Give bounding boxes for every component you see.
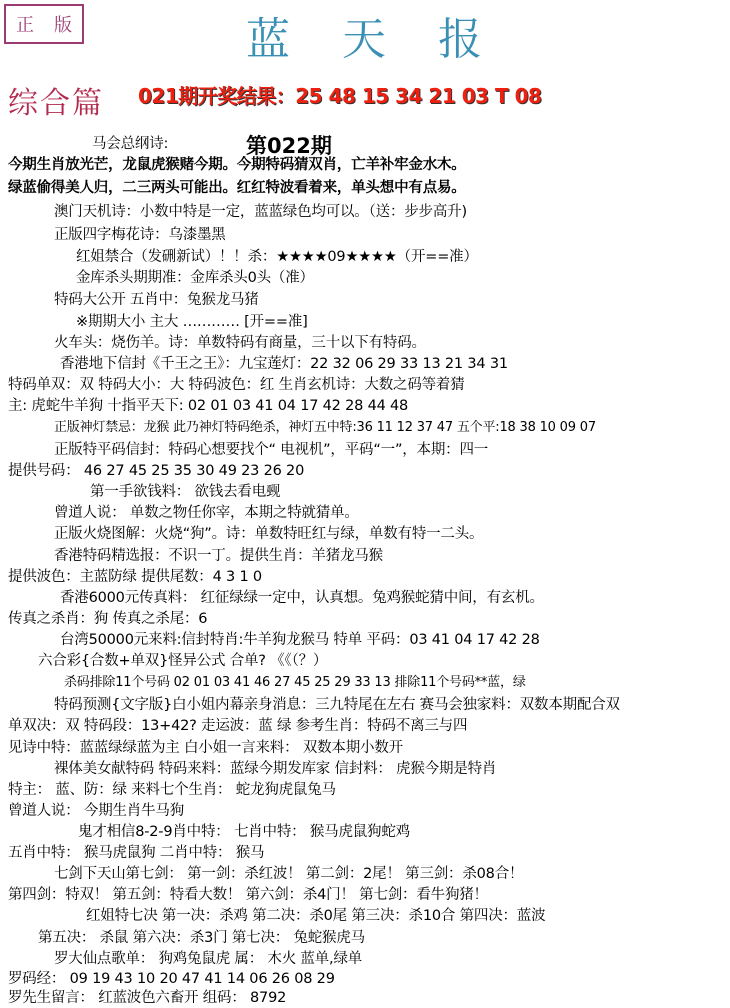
text-line: 正版神灯禁忌：龙猴 此乃神灯特码绝杀，神灯五中特:36 11 12 37 47 五个平:18 38 10 09 07 xyxy=(54,420,596,435)
stamp-char-2: 版 xyxy=(54,15,72,36)
text-line: 罗先生留言： 红蓝波色六畜开 组码： 8792 xyxy=(8,990,287,1006)
text-line: 绿蓝偷得美人归，二三两头可能出。红红特波看着来，单头想中有点易。 xyxy=(8,180,466,196)
text-line: 红姐特七决 第一决：杀鸡 第二决：杀0尾 第三决：杀10合 第四决：蓝波 xyxy=(86,908,546,924)
genuine-stamp xyxy=(4,4,84,44)
text-line: 火车头：烧伤羊。诗：单数特码有商量，三十以下有特码。 xyxy=(54,335,426,351)
text-line: 提供号码： 46 27 45 25 35 30 49 23 26 20 xyxy=(8,463,305,479)
text-line: 五肖中特： 猴马虎鼠狗 二肖中特： 猴马 xyxy=(8,845,265,861)
text-line: 第四剑：特双！ 第五剑：特看大数！ 第六剑：杀4门！ 第七剑：看牛狗猪！ xyxy=(8,887,488,903)
draw-result: 021期开奖结果：25 48 15 34 21 03 T 08 xyxy=(138,84,542,108)
text-line: 传真之杀肖：狗 传真之杀尾：6 xyxy=(8,611,208,627)
text-line: 鬼才相信8-2-9肖中特： 七肖中特： 猴马虎鼠狗蛇鸡 xyxy=(78,824,410,840)
section-label: 综合篇 xyxy=(8,86,104,121)
text-line: 第一手欲钱料： 欲钱去看电觋 xyxy=(90,484,281,500)
text-line: 金库杀头期期准：金库杀头0头（准） xyxy=(76,270,314,286)
text-line: 红姐禁合（发硎新试）！！杀：★★★★09★★★★（开==准） xyxy=(76,249,478,265)
text-line: 台湾50000元来料:信封特肖:牛羊狗龙猴马 特单 平码：03 41 04 17 42 28 xyxy=(60,632,540,648)
text-line: 曾道人说： 单数之物任你宰，本期之特就猜单。 xyxy=(54,505,359,521)
text-line: 杀码排除11个号码 02 01 03 41 46 27 45 25 29 33 13 排除11个号码**蓝，绿 xyxy=(64,675,526,690)
text-line: 单双决：双 特码段：13+42? 走运波：蓝 绿 参考生肖：特码不离三与四 xyxy=(8,718,468,734)
text-line: 六合彩{合数+单双}怪异公式 合单? 《《（？） xyxy=(38,653,328,669)
text-line: 今期生肖放光芒，龙鼠虎猴赌今期。今期特码猜双肖，亡羊补牢金水木。 xyxy=(8,157,466,173)
text-line: 特码预测{文字版}白小姐内幕亲身消息：三九特尾在左右 赛马会独家料：双数本期配合双 xyxy=(54,697,620,713)
text-line: 见诗中特：蓝蓝绿绿蓝为主 白小姐一言来料： 双数本期小数开 xyxy=(8,740,403,756)
text-line: 香港6000元传真料： 红征绿绿一定中，认真想。兔鸡猴蛇猜中间，有玄机。 xyxy=(60,590,544,606)
text-line: 七剑下天山第七剑： 第一剑：杀红波！ 第二剑：2尾！ 第三剑：杀08合！ xyxy=(54,866,524,882)
text-line: 特码大公开 五肖中：兔猴龙马猪 xyxy=(54,292,259,308)
text-line: 提供波色：主蓝防绿 提供尾数：4 3 1 0 xyxy=(8,569,262,585)
text-line: 马会总纲诗: xyxy=(92,136,169,152)
newspaper-title: 蓝天报 xyxy=(246,14,534,65)
text-line: 正版特平码信封：特码心想要找个“ 电视机”，平码“一”，本期：四一 xyxy=(54,442,489,458)
stamp-char-1: 正 xyxy=(16,15,34,36)
text-line: 特码单双：双 特码大小：大 特码波色：红 生肖玄机诗：大数之码等着猜 xyxy=(8,377,465,393)
text-line: 香港地下信封《千王之王》：九宝莲灯：22 32 06 29 33 13 21 34 31 xyxy=(60,356,508,372)
text-line: 罗码经： 09 19 43 10 20 47 41 14 06 26 08 29 xyxy=(8,971,335,987)
text-line: 第五决： 杀鼠 第六决：杀3门 第七决： 兔蛇猴虎马 xyxy=(38,930,365,946)
text-line: 曾道人说： 今期生肖牛马狗 xyxy=(8,803,185,819)
text-line: ※期期大小 主大 ………… [开==准] xyxy=(76,314,308,330)
text-line: 香港特码精选报：不识一丁。提供生肖：羊猪龙马猴 xyxy=(54,548,383,564)
text-line: 正版四字梅花诗：乌漆墨黑 xyxy=(54,227,226,243)
text-line: 主: 虎蛇牛羊狗 十指平天下: 02 01 03 41 04 17 42 28 44 48 xyxy=(8,398,409,414)
text-line: 澳门天机诗：小数中特是一定，蓝蓝绿色均可以。（送：步步高升) xyxy=(54,204,467,220)
text-line: 正版火烧图解：火烧“狗”。诗：单数特旺红与绿，单数有特一二头。 xyxy=(54,526,484,542)
issue-number: 第022期 xyxy=(246,134,332,158)
text-line: 特主： 蓝、防：绿 来料七个生肖： 蛇龙狗虎鼠兔马 xyxy=(8,782,336,798)
text-line: 罗大仙点歌单： 狗鸡兔鼠虎 属： 木火 蓝单,绿单 xyxy=(54,951,363,967)
text-line: 裸体美女献特码 特码来料：蓝绿今期发库家 信封料： 虎猴今期是特肖 xyxy=(54,761,497,777)
